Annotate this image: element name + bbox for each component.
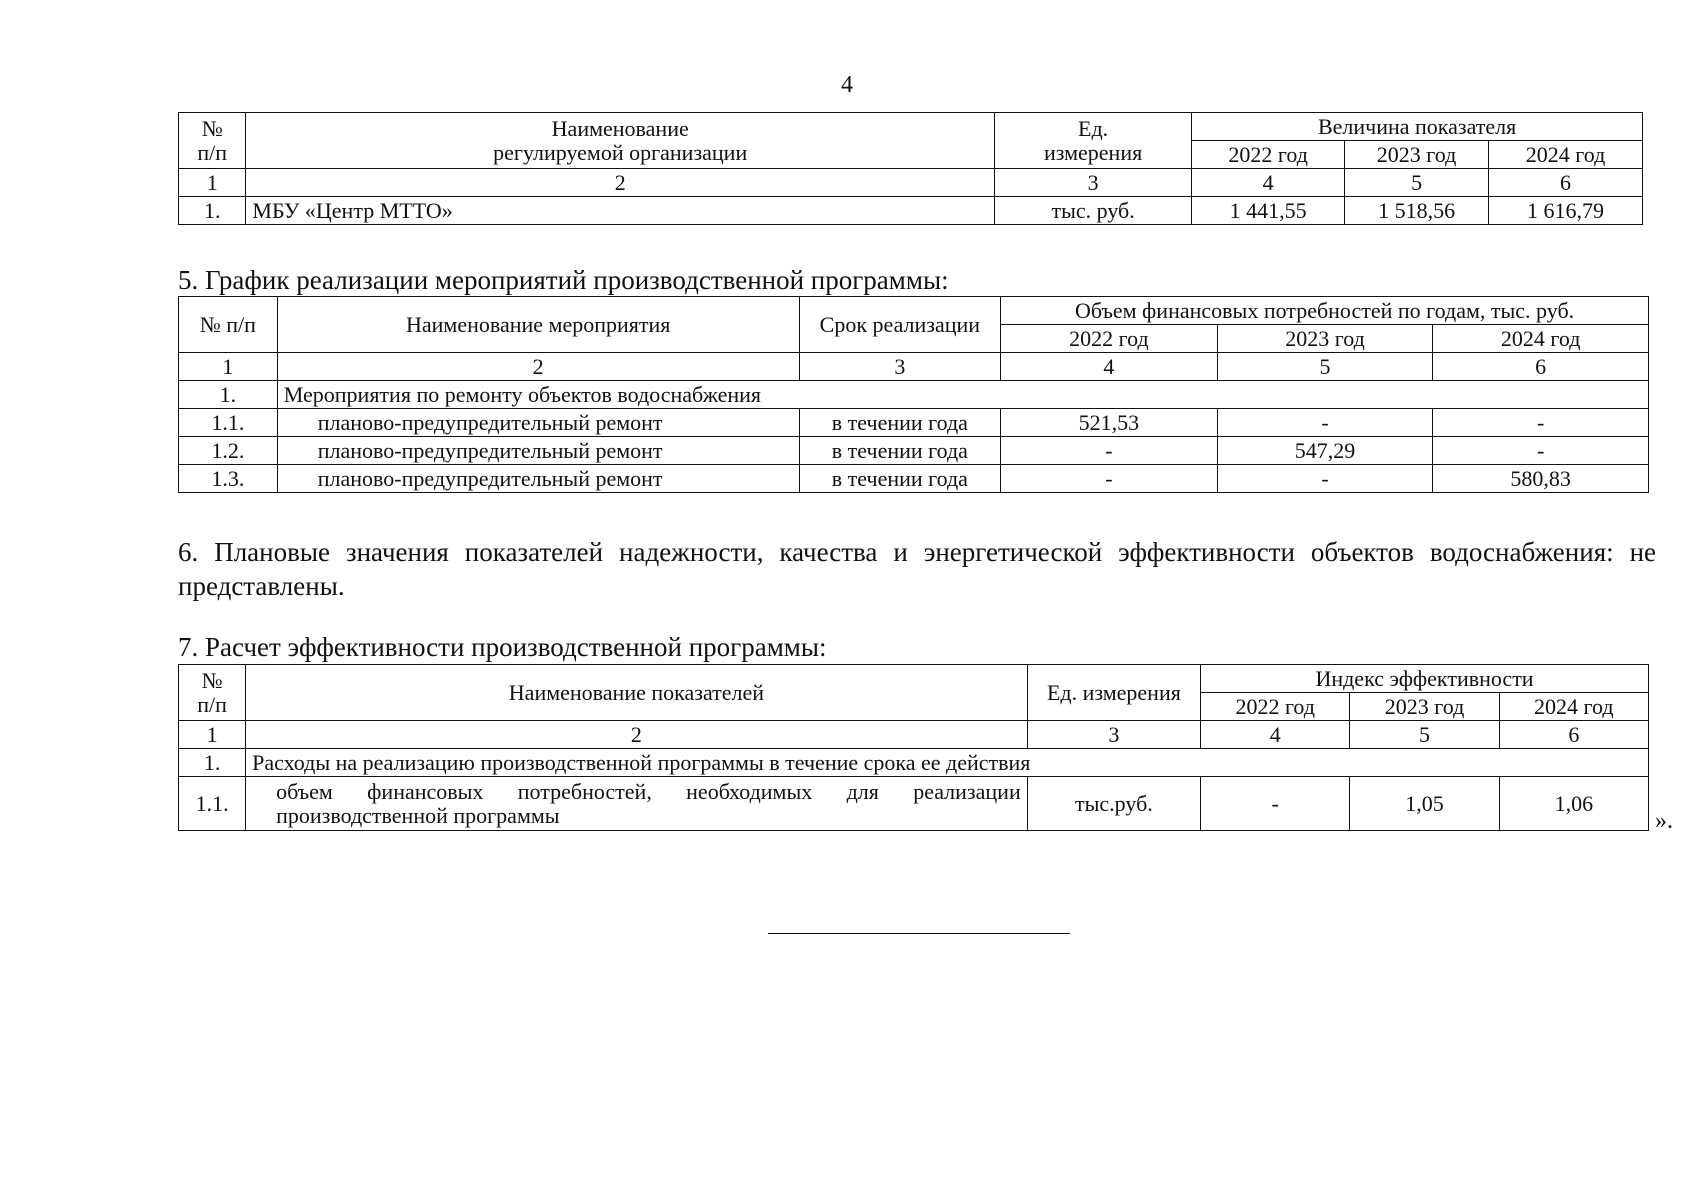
- col-number: 4: [1201, 721, 1350, 749]
- row-num: 1.3.: [179, 465, 278, 493]
- col-number: 6: [1489, 169, 1643, 197]
- col-number: 4: [1001, 353, 1218, 381]
- row-org-name: МБУ «Центр МТТО»: [246, 197, 995, 225]
- col-number: 1: [179, 169, 246, 197]
- group-num: 1.: [179, 381, 278, 409]
- col-number: 1: [179, 353, 278, 381]
- col-number: 3: [995, 169, 1192, 197]
- row-value-2023: 547,29: [1217, 437, 1433, 465]
- schedule-table: [178, 296, 1649, 493]
- row-value-2022: 521,53: [1001, 409, 1218, 437]
- row-value-2022: 1 441,55: [1192, 197, 1345, 225]
- header-year: 2022 год: [1001, 325, 1218, 353]
- table-row: [179, 437, 1649, 465]
- row-activity-name: планово-предупредительный ремонт: [277, 465, 799, 493]
- col-number: 2: [277, 353, 799, 381]
- row-value-2024: 580,83: [1433, 465, 1649, 493]
- header-year: 2023 год: [1350, 693, 1499, 721]
- efficiency-table: [178, 664, 1649, 831]
- col-number: 5: [1350, 721, 1499, 749]
- col-number: 6: [1499, 721, 1648, 749]
- row-activity-name: планово-предупредительный ремонт: [277, 437, 799, 465]
- header-volume: Объем финансовых потребностей по годам, тыс. руб.: [1001, 297, 1649, 325]
- col-number: 3: [1027, 721, 1200, 749]
- row-indicator-name: объем финансовых потребностей, необходимых для реализации производственной программы: [246, 777, 1028, 831]
- header-num: № п/п: [179, 113, 246, 169]
- col-number: 1: [179, 721, 246, 749]
- row-value-2022: -: [1001, 437, 1218, 465]
- col-number: 3: [799, 353, 1001, 381]
- header-year: 2024 год: [1489, 141, 1643, 169]
- col-number: 5: [1217, 353, 1433, 381]
- row-num: 1.2.: [179, 437, 278, 465]
- header-term: Срок реализации: [799, 297, 1001, 353]
- header-unit: Ед. измерения: [995, 113, 1192, 169]
- header-unit: Ед. измерения: [1027, 665, 1200, 721]
- group-name: Мероприятия по ремонту объектов водоснабжения: [277, 381, 1648, 409]
- header-index: Индекс эффективности: [1201, 665, 1649, 693]
- row-term: в течении года: [799, 409, 1001, 437]
- header-value: Величина показателя: [1192, 113, 1643, 141]
- header-year: 2023 год: [1217, 325, 1433, 353]
- row-unit: тыс. руб.: [995, 197, 1192, 225]
- header-activity-name: Наименование мероприятия: [277, 297, 799, 353]
- row-term: в течении года: [799, 465, 1001, 493]
- col-number: 2: [246, 169, 995, 197]
- header-year: 2022 год: [1192, 141, 1345, 169]
- header-num: № п/п: [179, 297, 278, 353]
- row-num: 1.1.: [179, 409, 278, 437]
- header-year: 2023 год: [1345, 141, 1489, 169]
- section-5-title: 5. График реализации мероприятий производственной программы:: [178, 265, 949, 295]
- row-value-2023: 1,05: [1350, 777, 1499, 831]
- row-num: 1.: [179, 197, 246, 225]
- table-row: [179, 197, 1643, 225]
- row-value-2024: 1 616,79: [1489, 197, 1643, 225]
- row-value-2024: -: [1433, 409, 1649, 437]
- section-6-paragraph: 6. Плановые значения показателей надежности, качества и энергетической эффективности объектов водоснабжения: не представлены.: [178, 537, 1656, 601]
- table-row: [179, 465, 1649, 493]
- table-row: [179, 777, 1649, 831]
- row-value-2023: -: [1217, 465, 1433, 493]
- row-activity-name: планово-предупредительный ремонт: [277, 409, 799, 437]
- header-indicator-name: Наименование показателей: [246, 665, 1028, 721]
- col-number: 4: [1192, 169, 1345, 197]
- row-term: в течении года: [799, 437, 1001, 465]
- header-year: 2022 год: [1201, 693, 1350, 721]
- footer-divider: [768, 933, 1070, 934]
- header-year: 2024 год: [1499, 693, 1648, 721]
- table-row: [179, 749, 1649, 777]
- table-row: [179, 381, 1649, 409]
- col-number: 6: [1433, 353, 1649, 381]
- row-value-2024: 1,06: [1499, 777, 1648, 831]
- section-7-title: 7. Расчет эффективности производственной программы:: [178, 632, 827, 662]
- col-number: 2: [246, 721, 1028, 749]
- closing-quote: ».: [1655, 808, 1673, 834]
- row-value-2024: -: [1433, 437, 1649, 465]
- header-org-name: Наименование регулируемой организации: [246, 113, 995, 169]
- row-value-2023: -: [1217, 409, 1433, 437]
- group-name: Расходы на реализацию производственной программы в течение срока ее действия: [246, 749, 1649, 777]
- group-num: 1.: [179, 749, 246, 777]
- row-value-2022: -: [1001, 465, 1218, 493]
- header-num: № п/п: [179, 665, 246, 721]
- header-year: 2024 год: [1433, 325, 1649, 353]
- row-num: 1.1.: [179, 777, 246, 831]
- indicator-table: [178, 112, 1643, 225]
- row-unit: тыс.руб.: [1027, 777, 1200, 831]
- row-value-2023: 1 518,56: [1345, 197, 1489, 225]
- row-value-2022: -: [1201, 777, 1350, 831]
- col-number: 5: [1345, 169, 1489, 197]
- table-row: [179, 409, 1649, 437]
- page-number: 4: [841, 72, 853, 98]
